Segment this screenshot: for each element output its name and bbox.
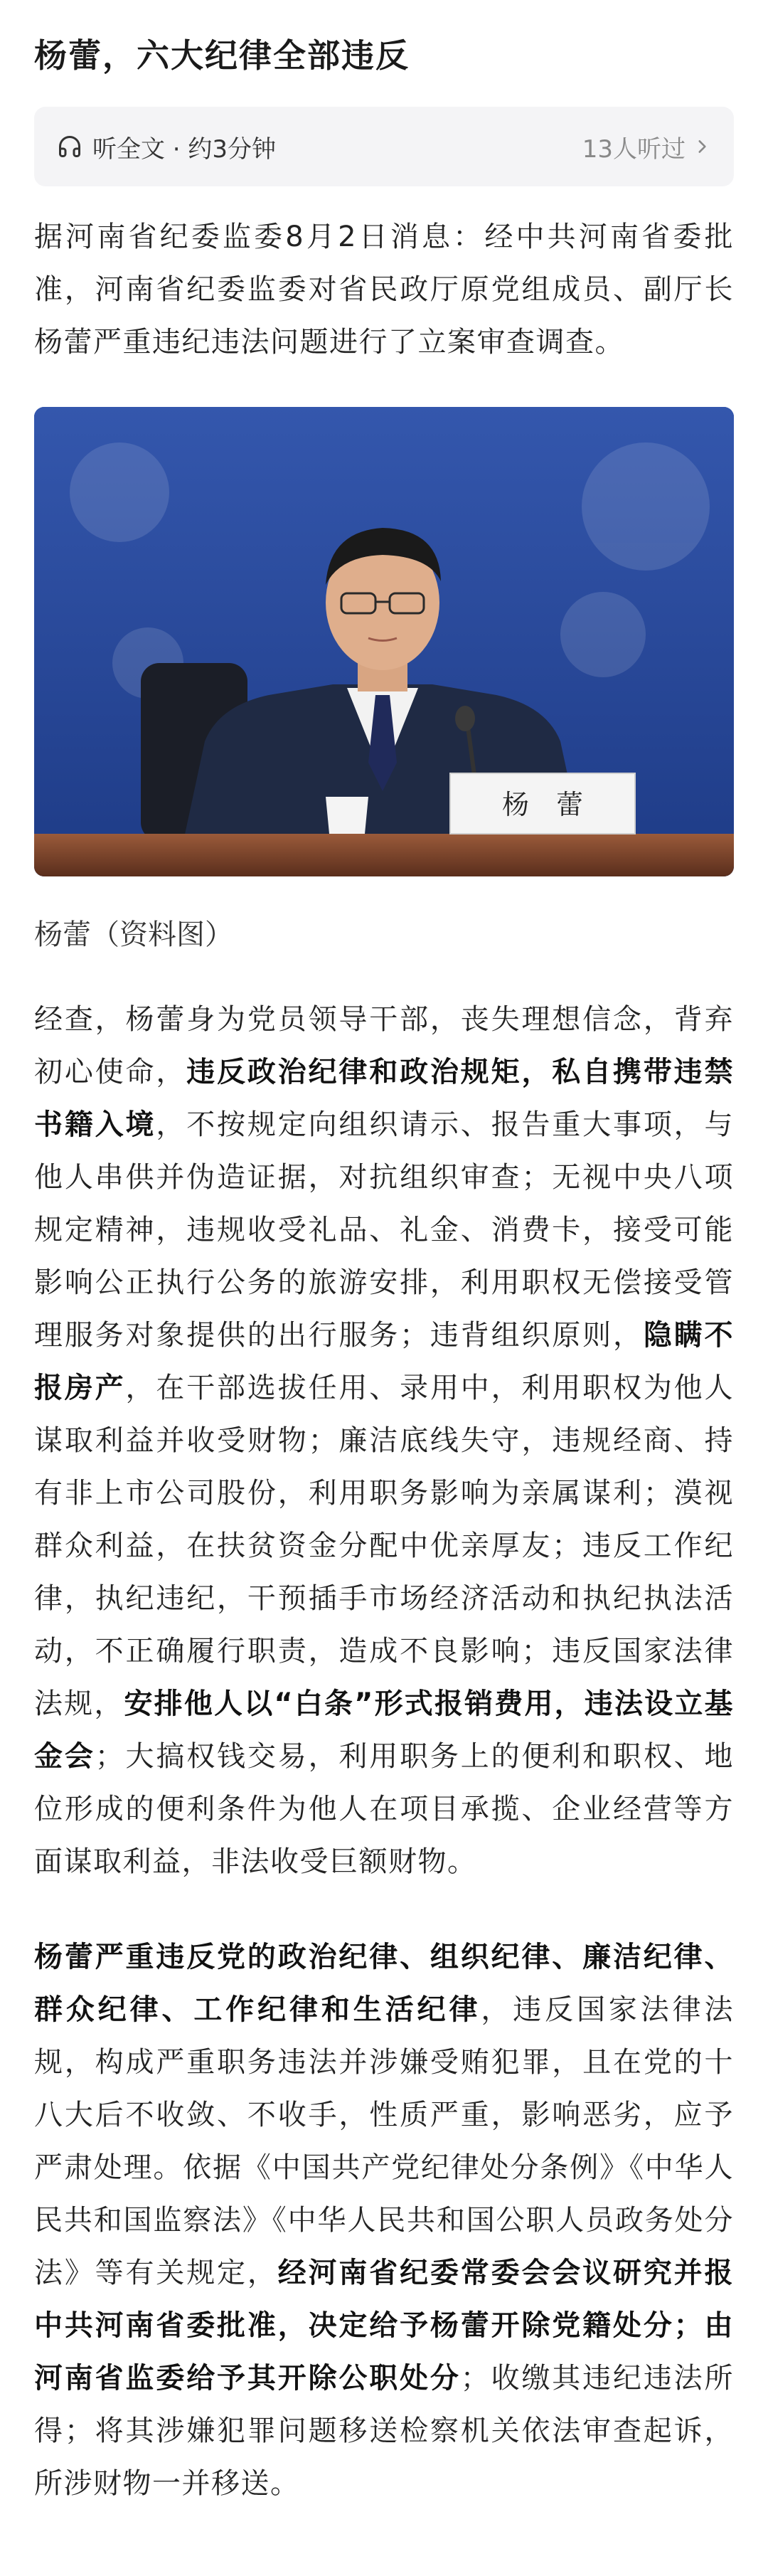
listener-count-link[interactable] (582, 129, 711, 164)
body2-bold-segment: 经河南省纪委常委会会议研究并报中共河南省委批准，决定给予杨蕾开除党籍处分；由河南省监委给予其开除公职处分 (34, 2257, 735, 2395)
nameplate-text: 杨 蕾 (501, 789, 584, 820)
listen-label: 听全文 · 约3分钟 (92, 134, 277, 164)
body1-bold-segment: 隐瞒不报房产 (34, 1319, 735, 1404)
listener-count: 13人听过 (582, 134, 686, 164)
body1-bold-segment: 安排他人以“白条”形式报销费用，违法设立基金会 (34, 1687, 735, 1773)
body1-segment: ，在干部选拔任用、录用中，利用职权为他人谋取利益并收受财物；廉洁底线失守，违规经商、持有非上市公司股份，利用职务影响为亲属谋利；漠视群众利益，在扶贫资金分配中优亲厚友；违反工作纪律，执纪违纪，干预插手市场经济活动和执纪执法活动，不正确履行职责，造成不良影响；违反国家法律法规， (34, 1372, 735, 1720)
photo-illustration (34, 407, 734, 876)
chevron-right-icon (693, 137, 711, 156)
headphone-icon (57, 134, 82, 159)
body-paragraph-1 (34, 993, 734, 1888)
article-photo[interactable] (34, 407, 734, 876)
body2-segment: ；收缴其违纪违法所得；将其涉嫌犯罪问题移送检察机关依法审查起诉，所涉财物一并移送。 (34, 2362, 735, 2500)
body-paragraph-2 (34, 1931, 734, 2510)
body1-segment: ；大搞权钱交易，利用职务上的便利和职权、地位形成的便利条件为他人在项目承揽、企业经营等方面谋取利益，非法收受巨额财物。 (34, 1740, 735, 1878)
article-title: 杨蕾，六大纪律全部违反 (34, 36, 410, 75)
body1-segment: 经查，杨蕾身为党员领导干部，丧失理想信念，背弃初心使命， (34, 1003, 734, 1088)
listen-full-text-bar[interactable] (34, 107, 734, 186)
photo-caption: 杨蕾（资料图） (34, 918, 233, 951)
body1-bold-segment: 违反政治纪律和政治规矩，私自携带违禁书籍入境 (34, 1056, 735, 1141)
body2-segment: ，违反国家法律法规，构成严重职务违法并涉嫌受贿犯罪，且在党的十八大后不收敛、不收手，性质严重，影响恶劣，应予严肃处理。依据《中国共产党纪律处分条例》《中华人民共和国监察法》《中华人民共和国公职人员政务处分法》等有关规定， (34, 1993, 735, 2289)
body1-segment: ，不按规定向组织请示、报告重大事项，与他人串供并伪造证据，对抗组织审查；无视中央八项规定精神，违规收受礼品、礼金、消费卡，接受可能影响公正执行公务的旅游安排，利用职权无偿接受管理服务对象提供的出行服务；违背组织原则， (34, 1108, 735, 1352)
body2-bold-segment: 杨蕾严重违反党的政治纪律、组织纪律、廉洁纪律、群众纪律、工作纪律和生活纪律 (34, 1941, 734, 2026)
listen-left-group[interactable] (57, 129, 276, 164)
intro-paragraph: 据河南省纪委监委8月2日消息：经中共河南省委批准，河南省纪委监委对省民政厅原党组成员、副厅长杨蕾严重违纪违法问题进行了立案审查调查。 (34, 221, 734, 359)
